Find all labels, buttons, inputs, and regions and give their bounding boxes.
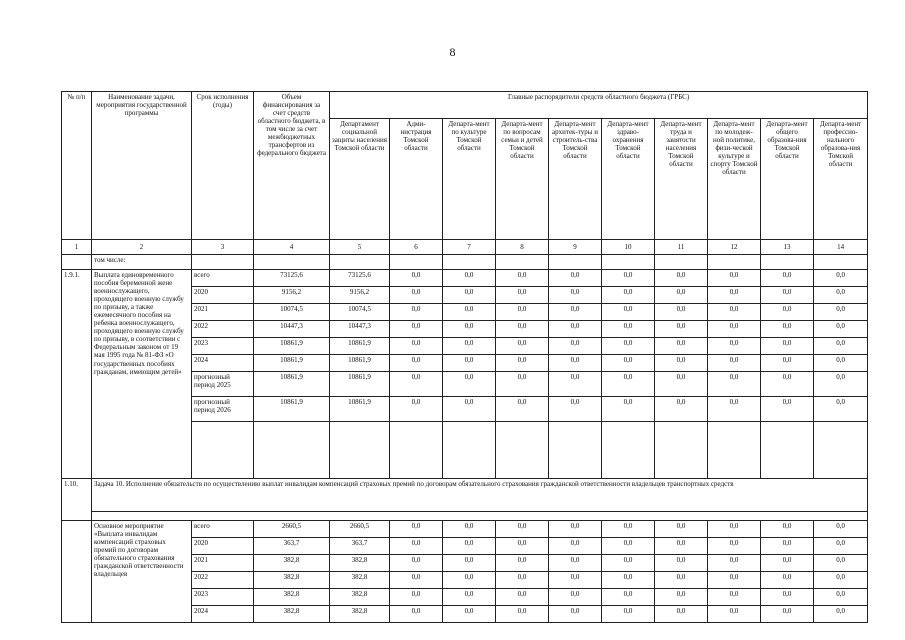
value-cell: 0,0	[761, 304, 814, 321]
value-cell: 0,0	[655, 589, 708, 606]
value-cell: 0,0	[708, 397, 761, 422]
value-cell: 2660,5	[254, 521, 330, 538]
column-number: 1	[62, 240, 92, 255]
value-cell: 0,0	[496, 372, 549, 397]
header-grbs: Департа-мент здраво-охранения Томской области	[602, 119, 655, 240]
value-cell: 0,0	[602, 355, 655, 372]
value-cell: 0,0	[496, 338, 549, 355]
value-cell: 0,0	[814, 589, 868, 606]
header-grbs: Адми-нистрация Томской области	[390, 119, 443, 240]
value-cell: 0,0	[814, 372, 868, 397]
value-cell: 0,0	[602, 521, 655, 538]
value-cell: 0,0	[814, 287, 868, 304]
value-cell: 0,0	[761, 270, 814, 287]
value-cell: 0,0	[708, 287, 761, 304]
column-number: 13	[761, 240, 814, 255]
header-grbs: Департа-мент общего образова-ния Томской области	[761, 119, 814, 240]
value-cell: 0,0	[655, 372, 708, 397]
value-cell: 0,0	[708, 321, 761, 338]
header-grbs: Департа-мент архитек-туры и строитель-ства Томской области	[549, 119, 602, 240]
value-cell: 0,0	[549, 606, 602, 623]
value-cell: 0,0	[814, 270, 868, 287]
term-cell: всего	[192, 270, 254, 287]
value-cell: 0,0	[390, 589, 443, 606]
value-cell: 73125,6	[330, 270, 390, 287]
table-row	[62, 521, 868, 538]
value-cell: 0,0	[814, 397, 868, 422]
header-grbs: Департа-мент по культуре Томской области	[443, 119, 496, 240]
value-cell: 0,0	[814, 355, 868, 372]
value-cell: 0,0	[496, 555, 549, 572]
value-cell: 0,0	[496, 606, 549, 623]
value-cell: 0,0	[655, 355, 708, 372]
value-cell: 0,0	[549, 572, 602, 589]
budget-table	[61, 91, 868, 623]
value-cell: 0,0	[708, 270, 761, 287]
value-cell: 10861,9	[254, 355, 330, 372]
value-cell: 0,0	[708, 538, 761, 555]
value-cell: 73125,6	[254, 270, 330, 287]
value-cell: 0,0	[761, 287, 814, 304]
value-cell: 0,0	[496, 589, 549, 606]
task-gap-row	[62, 512, 868, 521]
subheader-label: том числе:	[92, 255, 192, 270]
term-cell: 2021	[192, 304, 254, 321]
value-cell: 0,0	[443, 321, 496, 338]
term-cell: 2024	[192, 355, 254, 372]
value-cell: 0,0	[549, 521, 602, 538]
header-term: Срок исполнения (годы)	[192, 92, 254, 240]
value-cell: 0,0	[549, 555, 602, 572]
value-cell: 382,8	[330, 606, 390, 623]
value-cell: 0,0	[496, 521, 549, 538]
value-cell: 0,0	[390, 572, 443, 589]
value-cell: 0,0	[390, 304, 443, 321]
value-cell: 10447,3	[330, 321, 390, 338]
value-cell: 0,0	[602, 372, 655, 397]
task-10-number: 1.10.	[62, 479, 92, 521]
value-cell: 0,0	[549, 372, 602, 397]
value-cell: 0,0	[602, 287, 655, 304]
header-grbs-title: Главные распорядители средств областного бюджета (ГРБС)	[330, 92, 868, 119]
value-cell: 382,8	[254, 572, 330, 589]
value-cell: 0,0	[443, 270, 496, 287]
value-cell: 0,0	[443, 606, 496, 623]
value-cell: 0,0	[761, 606, 814, 623]
value-cell: 0,0	[708, 372, 761, 397]
header-grbs: Департамент социальной защиты населения Томской области	[330, 119, 390, 240]
value-cell: 0,0	[602, 572, 655, 589]
value-cell: 0,0	[761, 397, 814, 422]
value-cell: 0,0	[390, 338, 443, 355]
value-cell: 10861,9	[254, 372, 330, 397]
value-cell: 0,0	[708, 555, 761, 572]
value-cell: 0,0	[602, 606, 655, 623]
column-number: 7	[443, 240, 496, 255]
column-number: 6	[390, 240, 443, 255]
value-cell: 0,0	[761, 589, 814, 606]
value-cell: 0,0	[390, 521, 443, 538]
value-cell: 0,0	[655, 606, 708, 623]
value-cell: 0,0	[761, 572, 814, 589]
column-number: 5	[330, 240, 390, 255]
value-cell: 0,0	[655, 397, 708, 422]
value-cell: 0,0	[814, 304, 868, 321]
value-cell: 10861,9	[330, 397, 390, 422]
value-cell: 0,0	[443, 397, 496, 422]
value-cell: 0,0	[655, 555, 708, 572]
task-row	[62, 479, 868, 512]
value-cell: 0,0	[602, 321, 655, 338]
value-cell: 0,0	[443, 287, 496, 304]
value-cell: 10861,9	[254, 397, 330, 422]
value-cell: 0,0	[761, 555, 814, 572]
column-number: 4	[254, 240, 330, 255]
column-number: 8	[496, 240, 549, 255]
value-cell: 0,0	[655, 572, 708, 589]
task-10-text: Задача 10. Исполнение обязательств по осуществлению выплат инвалидам компенсаций страховых премий по договорам обязательного страхования гражданской ответственности владельцев транспортных средств	[92, 479, 868, 512]
section-1-name: Выплата единовременного пособия беременной жене военнослужащего, проходящего военную службу по призыву, а также ежемесячного пособия на ребенка военнослужащего, проходящего военную службу по призыву, в соответствии с Федеральным законом от 19 мая 1995 года № 81-ФЗ «О государственных пособиях гражданам, имеющим детей»	[92, 270, 192, 479]
column-number: 10	[602, 240, 655, 255]
header-grbs: Департа-мент профессио-нального образова-ния Томской области	[814, 119, 868, 240]
value-cell: 363,7	[330, 538, 390, 555]
value-cell: 10074,5	[330, 304, 390, 321]
value-cell: 0,0	[655, 321, 708, 338]
term-cell: всего	[192, 521, 254, 538]
header-grbs: Департа-мент по вопросам семьи и детей Томской области	[496, 119, 549, 240]
term-cell: 2022	[192, 321, 254, 338]
value-cell: 0,0	[443, 538, 496, 555]
value-cell: 0,0	[708, 355, 761, 372]
column-number: 11	[655, 240, 708, 255]
value-cell: 9156,2	[330, 287, 390, 304]
value-cell: 0,0	[602, 338, 655, 355]
value-cell: 0,0	[814, 606, 868, 623]
value-cell: 0,0	[443, 304, 496, 321]
term-cell: прогнозный период 2025	[192, 372, 254, 397]
value-cell: 0,0	[443, 589, 496, 606]
value-cell: 0,0	[814, 338, 868, 355]
value-cell: 0,0	[496, 270, 549, 287]
value-cell: 0,0	[602, 555, 655, 572]
column-number: 12	[708, 240, 761, 255]
column-number: 9	[549, 240, 602, 255]
value-cell: 382,8	[254, 606, 330, 623]
value-cell: 382,8	[330, 555, 390, 572]
value-cell: 10861,9	[330, 338, 390, 355]
value-cell: 0,0	[496, 572, 549, 589]
value-cell: 0,0	[814, 538, 868, 555]
value-cell: 0,0	[602, 538, 655, 555]
subheader-row	[62, 255, 868, 270]
value-cell: 0,0	[761, 521, 814, 538]
value-cell: 10074,5	[254, 304, 330, 321]
table-row	[62, 270, 868, 287]
value-cell: 0,0	[390, 355, 443, 372]
value-cell: 0,0	[496, 538, 549, 555]
value-cell: 0,0	[761, 321, 814, 338]
value-cell: 0,0	[390, 287, 443, 304]
value-cell: 382,8	[254, 555, 330, 572]
value-cell: 0,0	[549, 304, 602, 321]
value-cell: 0,0	[549, 321, 602, 338]
value-cell: 0,0	[496, 321, 549, 338]
value-cell: 0,0	[708, 589, 761, 606]
value-cell: 0,0	[655, 304, 708, 321]
value-cell: 0,0	[390, 372, 443, 397]
value-cell: 0,0	[655, 338, 708, 355]
value-cell: 0,0	[602, 589, 655, 606]
value-cell: 0,0	[443, 521, 496, 538]
value-cell: 0,0	[496, 304, 549, 321]
header-no: № п/п	[62, 92, 92, 240]
value-cell: 0,0	[655, 270, 708, 287]
value-cell: 0,0	[496, 287, 549, 304]
value-cell: 0,0	[708, 304, 761, 321]
value-cell: 0,0	[443, 372, 496, 397]
value-cell: 10861,9	[254, 338, 330, 355]
column-number: 2	[92, 240, 192, 255]
value-cell: 382,8	[254, 589, 330, 606]
page-number: 8	[449, 45, 456, 59]
term-cell: 2020	[192, 538, 254, 555]
value-cell: 0,0	[390, 321, 443, 338]
value-cell: 382,8	[330, 589, 390, 606]
value-cell: 10447,3	[254, 321, 330, 338]
value-cell: 0,0	[549, 355, 602, 372]
value-cell: 10861,9	[330, 372, 390, 397]
value-cell: 0,0	[549, 287, 602, 304]
value-cell: 0,0	[549, 589, 602, 606]
value-cell: 0,0	[443, 555, 496, 572]
value-cell: 0,0	[761, 538, 814, 555]
value-cell: 0,0	[602, 270, 655, 287]
value-cell: 0,0	[549, 397, 602, 422]
term-cell: 2023	[192, 338, 254, 355]
value-cell: 0,0	[443, 355, 496, 372]
value-cell: 0,0	[814, 572, 868, 589]
value-cell: 0,0	[708, 572, 761, 589]
value-cell: 0,0	[814, 321, 868, 338]
value-cell: 0,0	[390, 555, 443, 572]
value-cell: 0,0	[390, 397, 443, 422]
value-cell: 0,0	[708, 521, 761, 538]
value-cell: 0,0	[443, 572, 496, 589]
value-cell: 0,0	[496, 397, 549, 422]
value-cell: 0,0	[602, 397, 655, 422]
column-number: 14	[814, 240, 868, 255]
column-number: 3	[192, 240, 254, 255]
value-cell: 0,0	[443, 338, 496, 355]
term-cell: 2024	[192, 606, 254, 623]
value-cell: 2660,5	[330, 521, 390, 538]
term-cell: 2021	[192, 555, 254, 572]
value-cell: 9156,2	[254, 287, 330, 304]
term-cell: 2022	[192, 572, 254, 589]
value-cell: 0,0	[496, 355, 549, 372]
header-volume: Объем финансирования за счет средств областного бюджета, в том числе за счет межбюджетных трансфертов из федерального бюджета	[254, 92, 330, 240]
header-name: Наименование задачи, мероприятия государственной программы	[92, 92, 192, 240]
value-cell: 0,0	[708, 338, 761, 355]
value-cell: 0,0	[655, 521, 708, 538]
value-cell: 0,0	[814, 555, 868, 572]
value-cell: 0,0	[390, 606, 443, 623]
column-number-row	[62, 240, 868, 255]
value-cell: 0,0	[761, 372, 814, 397]
value-cell: 0,0	[390, 538, 443, 555]
value-cell: 0,0	[390, 270, 443, 287]
value-cell: 0,0	[549, 270, 602, 287]
value-cell: 363,7	[254, 538, 330, 555]
section-1-number: 1.9.1.	[62, 270, 92, 479]
value-cell: 0,0	[761, 355, 814, 372]
header-grbs: Департа-мент труда и занятости населения Томской области	[655, 119, 708, 240]
term-cell: 2023	[192, 589, 254, 606]
section-2-name: Основное мероприятие «Выплата инвалидам компенсаций страховых премий по договорам обязательного страхования гражданской ответственности владельцев	[92, 521, 192, 623]
value-cell: 0,0	[814, 521, 868, 538]
value-cell: 0,0	[549, 538, 602, 555]
value-cell: 0,0	[549, 338, 602, 355]
value-cell: 10861,9	[330, 355, 390, 372]
term-cell: 2020	[192, 287, 254, 304]
term-cell: прогнозный период 2026	[192, 397, 254, 422]
header-grbs: Департа-мент по молодеж-ной политике, физи-ческой культуре и спорту Томской области	[708, 119, 761, 240]
value-cell: 0,0	[655, 287, 708, 304]
value-cell: 0,0	[708, 606, 761, 623]
value-cell: 382,8	[330, 572, 390, 589]
value-cell: 0,0	[655, 538, 708, 555]
value-cell: 0,0	[602, 304, 655, 321]
value-cell: 0,0	[761, 338, 814, 355]
